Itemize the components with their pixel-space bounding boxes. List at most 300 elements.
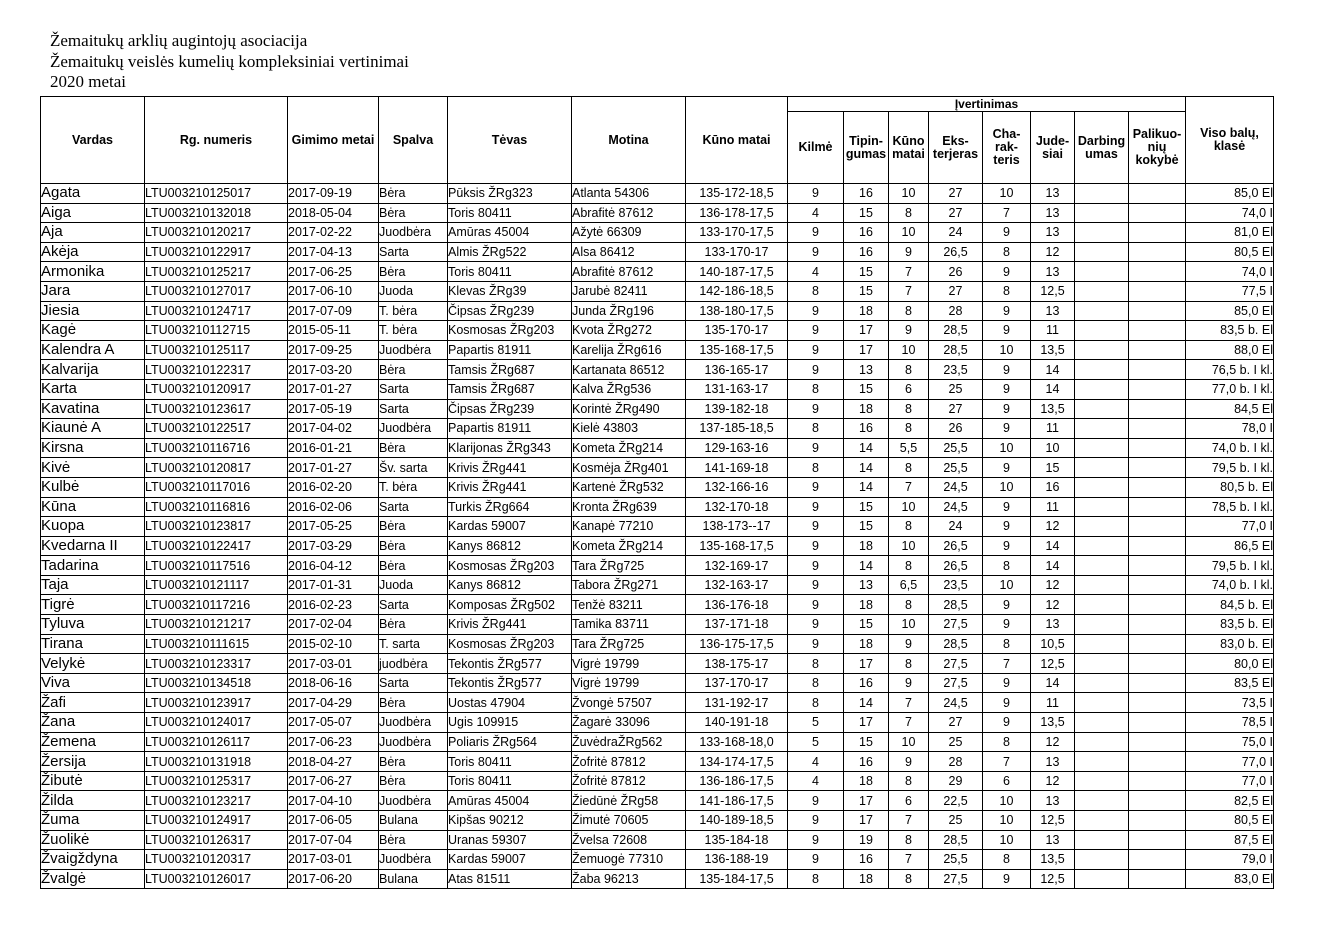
col-rg-numeris: Rg. numeris — [145, 97, 288, 184]
total-score-class: 80,5 El — [1186, 242, 1274, 262]
birth-date: 2017-04-10 — [288, 791, 379, 811]
score-tipingumas: 18 — [844, 771, 889, 791]
table-row — [41, 399, 1274, 419]
score-judesiai: 13,5 — [1031, 850, 1075, 870]
rg-number: LTU003210125017 — [145, 184, 288, 204]
score-charakteris: 9 — [983, 497, 1031, 517]
total-score-class: 81,0 El — [1186, 223, 1274, 243]
score-darbingumas — [1075, 556, 1129, 576]
birth-date: 2017-06-05 — [288, 811, 379, 831]
mother-name: Atlanta 54306 — [572, 184, 686, 204]
score-kilme: 9 — [788, 301, 844, 321]
mother-name: Kometa ŽRg214 — [572, 438, 686, 458]
rg-number: LTU003210120217 — [145, 223, 288, 243]
mother-name: Vigrė 19799 — [572, 673, 686, 693]
score-eksterjeras: 24 — [929, 223, 983, 243]
body-measures: 141-186-17,5 — [686, 791, 788, 811]
score-tipingumas: 17 — [844, 321, 889, 341]
score-judesiai: 11 — [1031, 321, 1075, 341]
birth-date: 2016-01-21 — [288, 438, 379, 458]
score-eksterjeras: 28 — [929, 752, 983, 772]
score-palikuoniu — [1129, 399, 1186, 419]
score-judesiai: 16 — [1031, 477, 1075, 497]
father-name: Poliaris ŽRg564 — [448, 732, 572, 752]
coat-color: Juodbėra — [379, 850, 448, 870]
score-judesiai: 12 — [1031, 575, 1075, 595]
score-kilme: 5 — [788, 732, 844, 752]
body-measures: 132-170-18 — [686, 497, 788, 517]
total-score-class: 74,0 I — [1186, 203, 1274, 223]
birth-date: 2015-02-10 — [288, 634, 379, 654]
score-charakteris: 9 — [983, 458, 1031, 478]
father-name: Amūras 45004 — [448, 223, 572, 243]
table-row — [41, 811, 1274, 831]
rg-number: LTU003210120917 — [145, 379, 288, 399]
score-tipingumas: 14 — [844, 458, 889, 478]
score-kilme: 8 — [788, 419, 844, 439]
birth-date: 2016-02-23 — [288, 595, 379, 615]
score-charakteris: 8 — [983, 634, 1031, 654]
rg-number: LTU003210126017 — [145, 869, 288, 889]
table-row — [41, 360, 1274, 380]
score-eksterjeras: 27,5 — [929, 654, 983, 674]
rg-number: LTU003210134518 — [145, 673, 288, 693]
score-palikuoniu — [1129, 732, 1186, 752]
score-darbingumas — [1075, 242, 1129, 262]
score-kilme: 9 — [788, 438, 844, 458]
body-measures: 138-173--17 — [686, 517, 788, 537]
body-measures: 136-176-18 — [686, 595, 788, 615]
horse-name: Žersija — [41, 752, 145, 772]
body-measures: 136-165-17 — [686, 360, 788, 380]
mother-name: Kanapė 77210 — [572, 517, 686, 537]
score-palikuoniu — [1129, 634, 1186, 654]
score-charakteris: 10 — [983, 438, 1031, 458]
score-kilme: 9 — [788, 615, 844, 635]
score-eksterjeras: 24,5 — [929, 693, 983, 713]
score-kuno-matai: 9 — [889, 634, 929, 654]
score-eksterjeras: 28,5 — [929, 340, 983, 360]
coat-color: T. bėra — [379, 477, 448, 497]
score-kuno-matai: 10 — [889, 615, 929, 635]
score-palikuoniu — [1129, 301, 1186, 321]
score-eksterjeras: 27 — [929, 184, 983, 204]
score-charakteris: 8 — [983, 281, 1031, 301]
coat-color: T. bėra — [379, 321, 448, 341]
rg-number: LTU003210116716 — [145, 438, 288, 458]
score-kuno-matai: 6 — [889, 379, 929, 399]
score-kuno-matai: 9 — [889, 673, 929, 693]
rg-number: LTU003210120317 — [145, 850, 288, 870]
horse-name: Kalendra A — [41, 340, 145, 360]
coat-color: Sarta — [379, 673, 448, 693]
score-charakteris: 10 — [983, 184, 1031, 204]
score-eksterjeras: 26,5 — [929, 536, 983, 556]
score-kilme: 9 — [788, 556, 844, 576]
coat-color: Šv. sarta — [379, 458, 448, 478]
col-spalva: Spalva — [379, 97, 448, 184]
score-darbingumas — [1075, 379, 1129, 399]
mother-name: Kalva ŽRg536 — [572, 379, 686, 399]
total-score-class: 85,0 El — [1186, 184, 1274, 204]
table-row — [41, 301, 1274, 321]
score-darbingumas — [1075, 634, 1129, 654]
coat-color: Sarta — [379, 242, 448, 262]
score-tipingumas: 13 — [844, 575, 889, 595]
score-charakteris: 8 — [983, 556, 1031, 576]
score-palikuoniu — [1129, 791, 1186, 811]
horse-name: Taja — [41, 575, 145, 595]
score-kilme: 4 — [788, 752, 844, 772]
father-name: Turkis ŽRg664 — [448, 497, 572, 517]
score-judesiai: 12 — [1031, 595, 1075, 615]
horse-name: Aja — [41, 223, 145, 243]
score-kilme: 9 — [788, 497, 844, 517]
rg-number: LTU003210124017 — [145, 713, 288, 733]
father-name: Papartis 81911 — [448, 340, 572, 360]
table-row — [41, 595, 1274, 615]
rg-number: LTU003210122317 — [145, 360, 288, 380]
rg-number: LTU003210123917 — [145, 693, 288, 713]
total-score-class: 75,0 I — [1186, 732, 1274, 752]
rg-number: LTU003210117516 — [145, 556, 288, 576]
body-measures: 141-169-18 — [686, 458, 788, 478]
score-kilme: 5 — [788, 713, 844, 733]
score-charakteris: 9 — [983, 223, 1031, 243]
body-measures: 131-192-17 — [686, 693, 788, 713]
horse-name: Kūna — [41, 497, 145, 517]
score-eksterjeras: 28,5 — [929, 830, 983, 850]
score-kilme: 9 — [788, 242, 844, 262]
score-kilme: 9 — [788, 399, 844, 419]
body-measures: 140-191-18 — [686, 713, 788, 733]
horse-name: Žibutė — [41, 771, 145, 791]
score-darbingumas — [1075, 360, 1129, 380]
col-motina: Motina — [572, 97, 686, 184]
body-measures: 133-168-18,0 — [686, 732, 788, 752]
score-kuno-matai: 6 — [889, 791, 929, 811]
score-palikuoniu — [1129, 830, 1186, 850]
body-measures: 137-170-17 — [686, 673, 788, 693]
father-name: Kardas 59007 — [448, 850, 572, 870]
horse-name: Kuopa — [41, 517, 145, 537]
coat-color: T. bėra — [379, 301, 448, 321]
coat-color: Bėra — [379, 536, 448, 556]
score-palikuoniu — [1129, 811, 1186, 831]
birth-date: 2017-04-13 — [288, 242, 379, 262]
birth-date: 2016-02-06 — [288, 497, 379, 517]
score-tipingumas: 16 — [844, 850, 889, 870]
body-measures: 140-189-18,5 — [686, 811, 788, 831]
score-charakteris: 9 — [983, 360, 1031, 380]
body-measures: 137-185-18,5 — [686, 419, 788, 439]
score-judesiai: 14 — [1031, 360, 1075, 380]
score-kilme: 8 — [788, 654, 844, 674]
horse-name: Agata — [41, 184, 145, 204]
score-kuno-matai: 8 — [889, 771, 929, 791]
mother-name: Kartanata 86512 — [572, 360, 686, 380]
score-palikuoniu — [1129, 556, 1186, 576]
score-judesiai: 13 — [1031, 752, 1075, 772]
score-palikuoniu — [1129, 477, 1186, 497]
coat-color: Bėra — [379, 360, 448, 380]
score-darbingumas — [1075, 419, 1129, 439]
total-score-class: 74,0 I — [1186, 262, 1274, 282]
score-palikuoniu — [1129, 184, 1186, 204]
score-darbingumas — [1075, 791, 1129, 811]
rg-number: LTU003210127017 — [145, 281, 288, 301]
score-palikuoniu — [1129, 771, 1186, 791]
score-kilme: 9 — [788, 791, 844, 811]
score-tipingumas: 17 — [844, 791, 889, 811]
mother-name: Ažytė 66309 — [572, 223, 686, 243]
score-darbingumas — [1075, 477, 1129, 497]
score-kilme: 9 — [788, 634, 844, 654]
col-tipingumas: Tipin-gumas — [844, 112, 889, 184]
score-palikuoniu — [1129, 575, 1186, 595]
horse-name: Kavatina — [41, 399, 145, 419]
total-score-class: 84,5 b. El — [1186, 595, 1274, 615]
mother-name: Tara ŽRg725 — [572, 556, 686, 576]
score-tipingumas: 14 — [844, 438, 889, 458]
score-palikuoniu — [1129, 752, 1186, 772]
score-eksterjeras: 24,5 — [929, 477, 983, 497]
score-tipingumas: 14 — [844, 477, 889, 497]
birth-date: 2016-02-20 — [288, 477, 379, 497]
table-body — [41, 184, 1274, 889]
score-kuno-matai: 7 — [889, 850, 929, 870]
score-judesiai: 12,5 — [1031, 281, 1075, 301]
score-kuno-matai: 9 — [889, 752, 929, 772]
score-kuno-matai: 9 — [889, 242, 929, 262]
table-row — [41, 223, 1274, 243]
table-row — [41, 419, 1274, 439]
score-kilme: 9 — [788, 536, 844, 556]
birth-date: 2018-06-16 — [288, 673, 379, 693]
total-score-class: 74,0 b. I kl. — [1186, 575, 1274, 595]
score-kilme: 8 — [788, 458, 844, 478]
score-darbingumas — [1075, 399, 1129, 419]
score-darbingumas — [1075, 771, 1129, 791]
table-row — [41, 713, 1274, 733]
total-score-class: 80,0 El — [1186, 654, 1274, 674]
birth-date: 2017-07-04 — [288, 830, 379, 850]
horse-name: Kivė — [41, 458, 145, 478]
score-kilme: 9 — [788, 360, 844, 380]
mother-name: Žiedūnė ŽRg58 — [572, 791, 686, 811]
birth-date: 2017-01-27 — [288, 379, 379, 399]
score-eksterjeras: 26,5 — [929, 556, 983, 576]
score-judesiai: 10,5 — [1031, 634, 1075, 654]
score-judesiai: 12,5 — [1031, 869, 1075, 889]
score-charakteris: 9 — [983, 536, 1031, 556]
body-measures: 139-182-18 — [686, 399, 788, 419]
score-darbingumas — [1075, 595, 1129, 615]
coat-color: Bėra — [379, 556, 448, 576]
score-eksterjeras: 29 — [929, 771, 983, 791]
father-name: Tamsis ŽRg687 — [448, 360, 572, 380]
rg-number: LTU003210123617 — [145, 399, 288, 419]
score-judesiai: 14 — [1031, 556, 1075, 576]
total-score-class: 73,5 I — [1186, 693, 1274, 713]
score-judesiai: 13 — [1031, 203, 1075, 223]
score-charakteris: 8 — [983, 242, 1031, 262]
score-darbingumas — [1075, 458, 1129, 478]
horse-name: Žvaigždyna — [41, 850, 145, 870]
rg-number: LTU003210125217 — [145, 262, 288, 282]
mother-name: Korintė ŽRg490 — [572, 399, 686, 419]
col-judesiai: Jude-siai — [1031, 112, 1075, 184]
mother-name: Žaba 96213 — [572, 869, 686, 889]
score-tipingumas: 18 — [844, 399, 889, 419]
score-kuno-matai: 8 — [889, 203, 929, 223]
score-charakteris: 6 — [983, 771, 1031, 791]
score-palikuoniu — [1129, 223, 1186, 243]
total-score-class: 79,5 b. I kl. — [1186, 458, 1274, 478]
score-darbingumas — [1075, 536, 1129, 556]
score-palikuoniu — [1129, 281, 1186, 301]
mother-name: Žvelsa 72608 — [572, 830, 686, 850]
score-darbingumas — [1075, 654, 1129, 674]
father-name: Kanys 86812 — [448, 536, 572, 556]
score-eksterjeras: 27 — [929, 281, 983, 301]
coat-color: Bėra — [379, 693, 448, 713]
mother-name: Vigrė 19799 — [572, 654, 686, 674]
score-kilme: 8 — [788, 281, 844, 301]
score-judesiai: 13 — [1031, 223, 1075, 243]
score-charakteris: 10 — [983, 340, 1031, 360]
report-year: 2020 metai — [50, 72, 127, 91]
score-charakteris: 9 — [983, 595, 1031, 615]
score-charakteris: 9 — [983, 399, 1031, 419]
score-judesiai: 14 — [1031, 536, 1075, 556]
score-charakteris: 7 — [983, 203, 1031, 223]
score-kilme: 9 — [788, 595, 844, 615]
rg-number: LTU003210121117 — [145, 575, 288, 595]
table-row — [41, 262, 1274, 282]
score-kuno-matai: 8 — [889, 595, 929, 615]
body-measures: 136-188-19 — [686, 850, 788, 870]
score-charakteris: 8 — [983, 732, 1031, 752]
score-judesiai: 13 — [1031, 615, 1075, 635]
score-judesiai: 11 — [1031, 693, 1075, 713]
horse-name: Žafi — [41, 693, 145, 713]
col-kuno-matai-score: Kūno matai — [889, 112, 929, 184]
horse-name: Žuolikė — [41, 830, 145, 850]
table-row — [41, 634, 1274, 654]
body-measures: 140-187-17,5 — [686, 262, 788, 282]
score-kilme: 9 — [788, 321, 844, 341]
rg-number: LTU003210124717 — [145, 301, 288, 321]
score-charakteris: 10 — [983, 830, 1031, 850]
score-kuno-matai: 10 — [889, 223, 929, 243]
mother-name: Kometa ŽRg214 — [572, 536, 686, 556]
score-tipingumas: 18 — [844, 301, 889, 321]
birth-date: 2017-09-19 — [288, 184, 379, 204]
score-kilme: 9 — [788, 830, 844, 850]
body-measures: 132-163-17 — [686, 575, 788, 595]
coat-color: Bulana — [379, 811, 448, 831]
mother-name: Tabora ŽRg271 — [572, 575, 686, 595]
birth-date: 2017-05-07 — [288, 713, 379, 733]
report-title: Žemaitukų veislės kumelių kompleksiniai vertinimai — [50, 51, 409, 71]
total-score-class: 77,0 I — [1186, 771, 1274, 791]
score-palikuoniu — [1129, 713, 1186, 733]
body-measures: 129-163-16 — [686, 438, 788, 458]
table-row — [41, 830, 1274, 850]
score-judesiai: 13,5 — [1031, 399, 1075, 419]
birth-date: 2017-02-22 — [288, 223, 379, 243]
mother-name: Žagarė 33096 — [572, 713, 686, 733]
total-score-class: 78,5 b. I kl. — [1186, 497, 1274, 517]
score-kilme: 9 — [788, 811, 844, 831]
father-name: Tamsis ŽRg687 — [448, 379, 572, 399]
document-header — [50, 31, 409, 93]
score-charakteris: 8 — [983, 850, 1031, 870]
mother-name: Kvota ŽRg272 — [572, 321, 686, 341]
score-palikuoniu — [1129, 869, 1186, 889]
father-name: Atas 81511 — [448, 869, 572, 889]
score-eksterjeras: 27 — [929, 713, 983, 733]
score-eksterjeras: 26 — [929, 262, 983, 282]
table-row — [41, 752, 1274, 772]
score-judesiai: 12 — [1031, 732, 1075, 752]
coat-color: Sarta — [379, 497, 448, 517]
table-row — [41, 732, 1274, 752]
table-row — [41, 321, 1274, 341]
score-kuno-matai: 8 — [889, 360, 929, 380]
score-tipingumas: 14 — [844, 556, 889, 576]
score-charakteris: 9 — [983, 301, 1031, 321]
score-charakteris: 9 — [983, 693, 1031, 713]
coat-color: Bėra — [379, 752, 448, 772]
total-score-class: 76,5 b. I kl. — [1186, 360, 1274, 380]
body-measures: 135-168-17,5 — [686, 340, 788, 360]
rg-number: LTU003210126317 — [145, 830, 288, 850]
score-tipingumas: 18 — [844, 869, 889, 889]
score-charakteris: 9 — [983, 713, 1031, 733]
score-palikuoniu — [1129, 595, 1186, 615]
score-judesiai: 12,5 — [1031, 811, 1075, 831]
score-palikuoniu — [1129, 321, 1186, 341]
mother-name: Abrafitė 87612 — [572, 203, 686, 223]
score-eksterjeras: 24 — [929, 517, 983, 537]
evaluation-table — [40, 96, 1274, 889]
col-charakteris: Cha-rak-teris — [983, 112, 1031, 184]
coat-color: Juoda — [379, 281, 448, 301]
birth-date: 2017-02-04 — [288, 615, 379, 635]
score-kuno-matai: 8 — [889, 556, 929, 576]
score-darbingumas — [1075, 262, 1129, 282]
table-row — [41, 517, 1274, 537]
score-charakteris: 10 — [983, 811, 1031, 831]
rg-number: LTU003210125317 — [145, 771, 288, 791]
mother-name: Abrafitė 87612 — [572, 262, 686, 282]
score-tipingumas: 17 — [844, 811, 889, 831]
horse-name: Tyluva — [41, 615, 145, 635]
coat-color: T. sarta — [379, 634, 448, 654]
horse-name: Žuma — [41, 811, 145, 831]
mother-name: Kronta ŽRg639 — [572, 497, 686, 517]
score-kilme: 4 — [788, 203, 844, 223]
score-judesiai: 12 — [1031, 242, 1075, 262]
rg-number: LTU003210123317 — [145, 654, 288, 674]
total-score-class: 77,0 b. I kl. — [1186, 379, 1274, 399]
score-darbingumas — [1075, 203, 1129, 223]
score-darbingumas — [1075, 301, 1129, 321]
score-judesiai: 13 — [1031, 791, 1075, 811]
col-gimimo-metai: Gimimo metai — [288, 97, 379, 184]
